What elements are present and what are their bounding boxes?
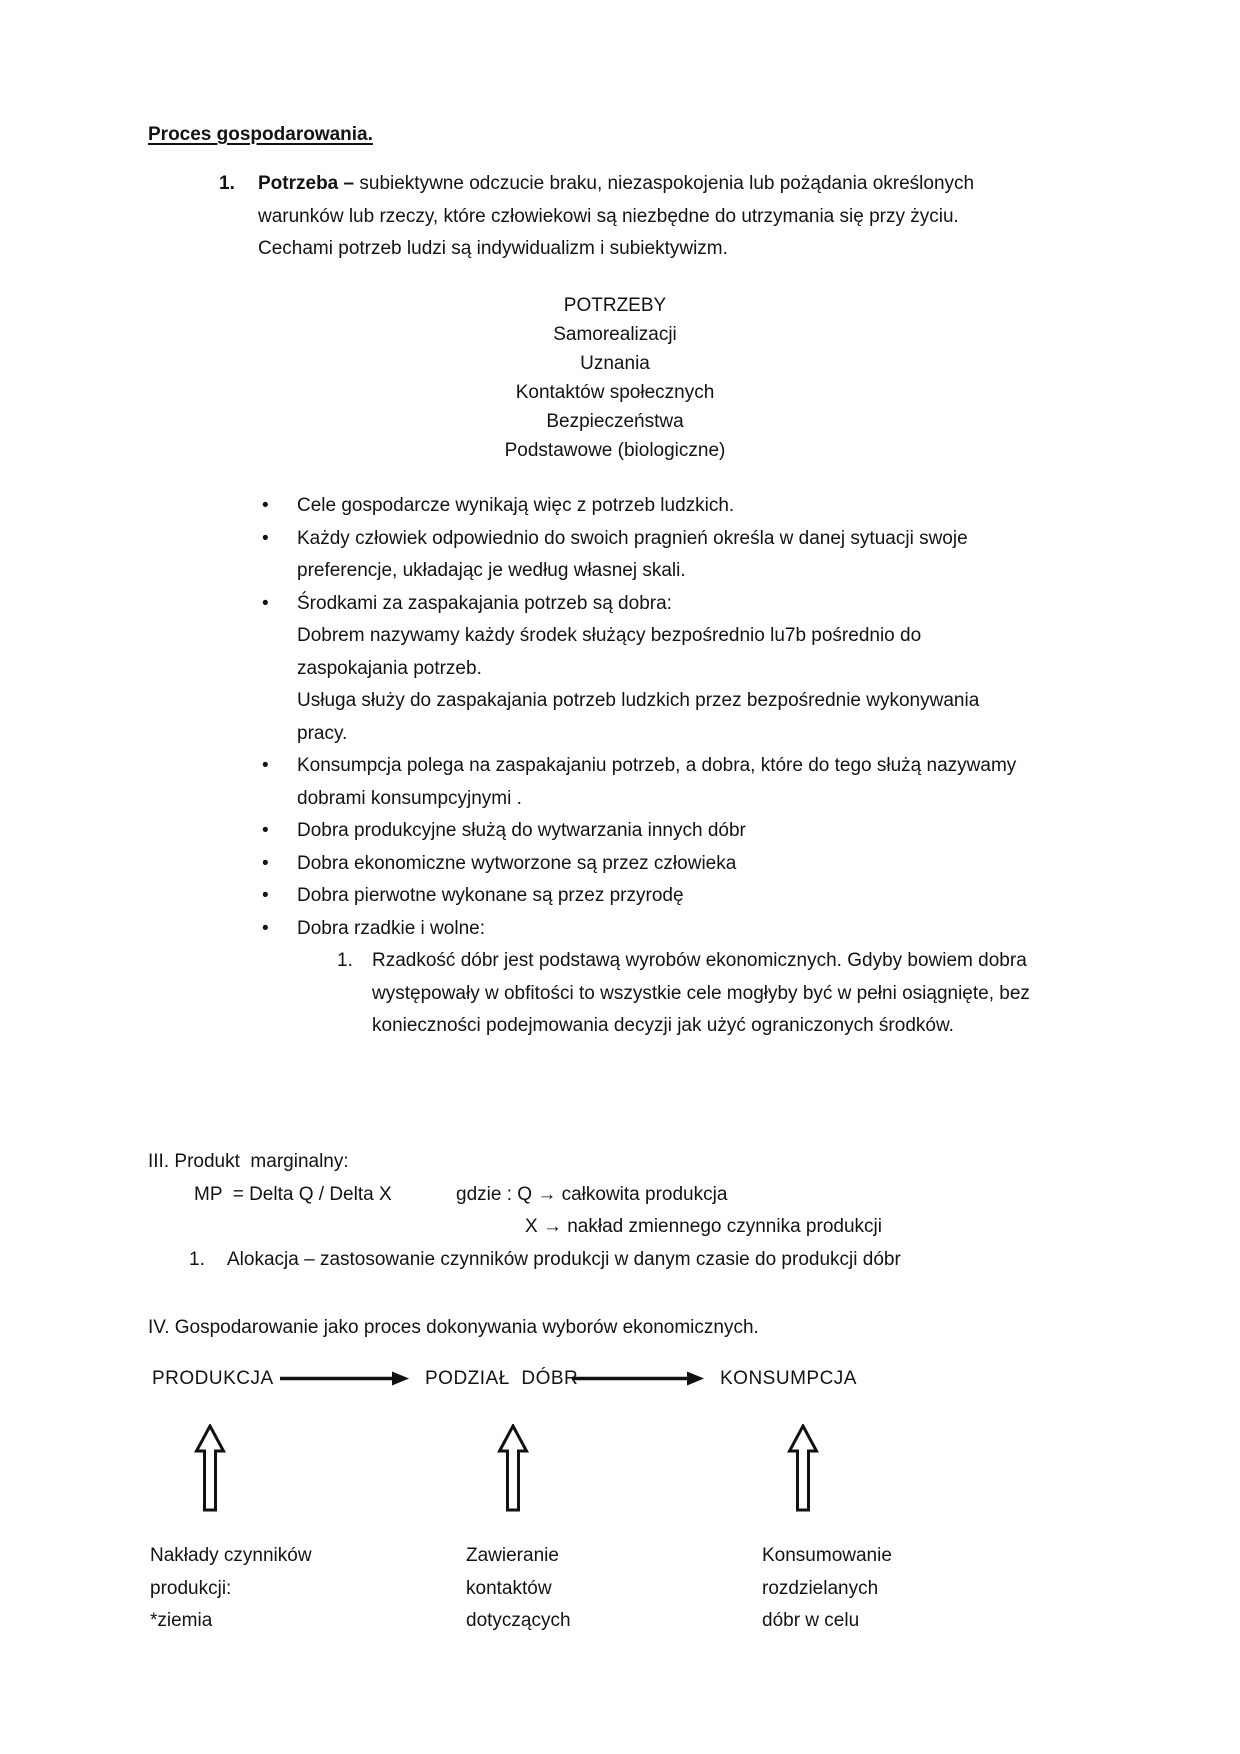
list-item (262, 848, 1032, 881)
where-q-definition: gdzie : Q → całkowita produkcja (456, 1183, 728, 1205)
formula: MP = Delta Q / Delta X (194, 1183, 392, 1205)
needs-item: Bezpieczeństwa (546, 411, 684, 432)
bullet-icon: • (262, 885, 269, 906)
bullet-icon: • (262, 852, 269, 874)
page-title: Proces gospodarowania. (148, 124, 373, 145)
bullet-icon: • (262, 917, 269, 939)
bullet-text: Środkami za zaspakajania potrzeb są dobra: (297, 592, 672, 614)
column-line: Nakłady czynników (150, 1545, 312, 1566)
bullet-text: Dobra ekonomiczne wytworzone są przez człowieka (297, 852, 737, 874)
bullet-icon: • (262, 527, 269, 549)
needs-item: Kontaktów społecznych (515, 382, 715, 403)
column-line: produkcji: (150, 1577, 232, 1599)
list-item (262, 588, 1032, 751)
definition-text: subiektywne odczucie braku, niezaspokojenia lub pożądania określonych warunków lub rzeczy, które człowiekowi są niezbędne do utrzymania się przy życiu. Cechami potrzeb ludzi są indywidualizm i subiektywizm. (258, 173, 980, 259)
needs-item: Uznania (580, 353, 650, 374)
diagram-column-zawieranie (466, 1540, 696, 1638)
nested-numbered-item (337, 945, 1036, 1043)
numbered-item-potrzeba (219, 168, 1033, 266)
bullet-text: Dobra produkcyjne służą do wytwarzania innych dóbr (297, 820, 746, 841)
where-x-definition: X → nakład zmiennego czynnika produkcji (525, 1216, 882, 1237)
column-line: *ziemia (150, 1610, 213, 1631)
item-text: Alokacja – zastosowanie czynników produkcji w danym czasie do produkcji dóbr (227, 1248, 901, 1270)
bullet-icon: • (262, 592, 269, 614)
paragraph (258, 168, 1033, 266)
section-heading: IV. Gospodarowanie jako proces dokonywania wyborów ekonomicznych. (148, 1317, 759, 1338)
column-line: kontaktów (466, 1577, 552, 1599)
list-item (262, 490, 1032, 523)
diagram-column-nakłady (150, 1540, 380, 1638)
bullet-text: Konsumpcja polega na zaspakajaniu potrzeb, a dobra, które do tego służą nazywamy dobrami konsumpcyjnymi . (297, 755, 1022, 809)
up-arrow-icon (787, 1424, 819, 1512)
up-arrow-icon (497, 1424, 529, 1512)
list-item (262, 750, 1032, 815)
numbered-item-alokacja (148, 1244, 1088, 1277)
column-line: Zawieranie (466, 1545, 559, 1566)
column-line: Konsumowanie (762, 1545, 892, 1566)
sub-item-text: Rzadkość dóbr jest podstawą wyrobów ekonomicznych. Gdyby bowiem dobra występowały w obfitości to wszystkie cele mogłyby być w pełni osiągnięte, bez konieczności podejmowania decyzji jak użyć ograniczonych środków. (372, 950, 1036, 1036)
needs-title: POTRZEBY (563, 295, 667, 316)
formula-line (148, 1179, 1088, 1212)
list-number: 1. (189, 1248, 205, 1270)
term-label: Potrzeba – (258, 173, 355, 194)
column-line: rozdzielanych (762, 1577, 879, 1599)
bullet-text: Dobra rzadkie i wolne: (297, 917, 485, 939)
column-line: dóbr w celu (762, 1610, 860, 1631)
flow-arrow-right-icon (280, 1370, 410, 1387)
diagram-column-konsumowanie (762, 1540, 992, 1638)
needs-item: Podstawowe (biologiczne) (504, 440, 726, 461)
bullet-text: Dobrem nazywamy każdy środek służący bezpośrednio lu7b pośrednio do zaspokajania potrzeb. (297, 625, 927, 679)
bullet-text: Dobra pierwotne wykonane są przez przyrodę (297, 885, 684, 906)
bullet-icon: • (262, 820, 269, 841)
needs-hierarchy (150, 291, 1080, 465)
bullet-text: Cele gospodarcze wynikają więc z potrzeb ludzkich. (297, 495, 735, 516)
section-gospodarowanie (148, 1312, 1088, 1345)
bullet-text: Usługa służy do zaspakajania potrzeb ludzkich przez bezpośrednie wykonywania pracy. (297, 690, 985, 744)
diagram-node-produkcja: PRODUKCJA (152, 1368, 274, 1389)
column-line: dotyczących (466, 1610, 571, 1631)
list-item (262, 523, 1032, 588)
diagram-node-podzial-dobr: PODZIAŁ DÓBR (425, 1368, 579, 1389)
bullet-icon: • (262, 495, 269, 516)
list-number: 1. (219, 173, 235, 194)
bullet-text: Każdy człowiek odpowiednio do swoich pragnień określa w danej sytuacji swoje preferencje, układając je według własnej skali. (297, 527, 973, 581)
flow-arrow-right-icon (572, 1370, 705, 1387)
bullet-list (262, 490, 1036, 1043)
formula-line (148, 1211, 1088, 1244)
list-number: 1. (337, 950, 353, 971)
diagram-node-konsumpcja: KONSUMPCJA (720, 1368, 857, 1389)
section-heading: III. Produkt marginalny: (148, 1151, 349, 1172)
bullet-icon: • (262, 755, 269, 776)
section-produkt-marginalny (148, 1146, 1088, 1276)
needs-item: Samorealizacji (553, 324, 677, 345)
list-item (262, 815, 1032, 848)
list-item (262, 880, 1032, 913)
up-arrow-icon (194, 1424, 226, 1512)
list-item (262, 913, 1032, 946)
